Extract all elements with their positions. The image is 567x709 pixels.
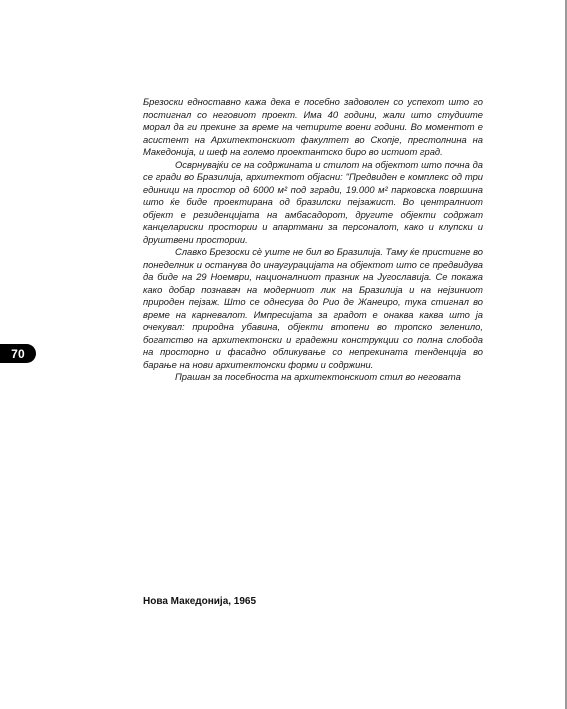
article-paragraph: Прашан за посебноста на архитектонскиот стил во неговата: [175, 371, 461, 382]
article-body: [143, 96, 483, 384]
article-paragraph: Осврнувајќи се на содржината и стилот на објектот што почна да се гради во Бразилија, архитектот објасни: "Предвиден е комплекс од три единици на простор од 6000 м² под згради, 19.000 м² парковска површина што ќе биде проектирана од бразилски пејзажист. Во централниот објект е резиденцијата на амбасадорот, другите објекти содржат канцелариски простории и апартмани за персоналот, како и клупски и друштвени простории.: [143, 158, 483, 245]
page-number: 70: [11, 346, 25, 361]
article-paragraph: Брезоски едноставно кажа дека е посебно задоволен со успехот што го постигнал со неговиот проект. Има 40 години, жали што студиите морал да ги прекине за време на четирите воени години. Во моментот е асистент на Архитектонскиот факултет во Скопје, престолнина на Македонија, и шеф на големо проектантско биро во истиот град.: [143, 96, 483, 157]
source-caption: Нова Македонија, 1965: [143, 596, 257, 607]
page-number-tab: [0, 344, 36, 363]
article-paragraph: Славко Брезоски сѐ уште не бил во Бразилија. Таму ќе пристигне во понеделник и останува до инаугурацијата на објектот што се предвидува да биде на 29 Ноември, националниот празник на Југославија. Се покажа како добар познавач на модерниот лик на Бразилија и на нејзиниот природен пејзаж. Што се однесува до Рио де Жанеиро, тука стигнал во време на карневалот. Импресијата за градот е онаква каква што ја очекувал: природна убавина, објекти втопени во тропско зеленило, богатство на архитектонски и градежни конструкции со полна слобода на просторно и фасадно обликување со непрекината тенденција во барање на нови архитектонски форми и содржини.: [143, 246, 483, 370]
